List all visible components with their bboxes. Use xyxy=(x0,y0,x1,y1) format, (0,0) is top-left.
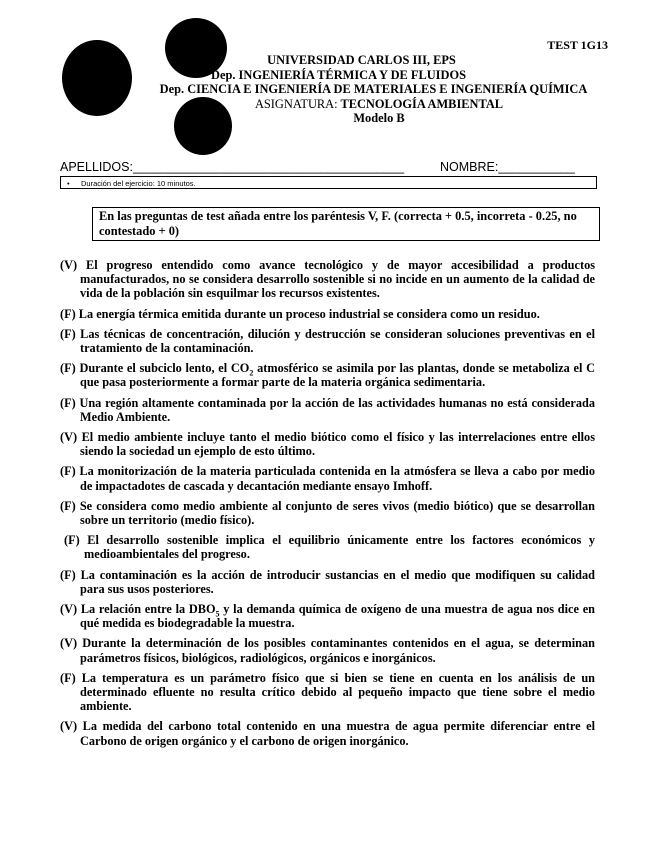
question-text: El medio ambiente incluye tanto el medio biótico como el físico y las interrelaciones entre ellos siendo la sociedad un ejemplo de esto último. xyxy=(80,430,595,459)
subscript: 5 xyxy=(215,609,220,619)
question-text: Se considera como medio ambiente al conjunto de seres vivos (medio biótico) que se desarrollan sobre un territorio (medio físico). xyxy=(79,498,595,528)
question-text: La monitorización de la materia particulada contenida en la atmósfera se lleva a cabo por medio de impactadotes de cascada y decantación mediante ensayo Imhoff. xyxy=(79,464,595,493)
question-item xyxy=(60,327,595,355)
subscript: 2 xyxy=(249,368,254,378)
question-item xyxy=(60,430,595,458)
question-text: La contaminación es la acción de introducir sustancias en el medio que modifiquen su calidad para sus usos posteriores. xyxy=(80,567,596,596)
question-text-start: Durante el subciclo lento, el CO xyxy=(79,361,250,376)
answer-mark[interactable]: (F) xyxy=(60,464,76,479)
question-text: Durante la determinación de los posibles contaminantes contenidos en el agua, se determinan parámetros físicos, biológicos, radiológicos, orgánicos e inorgánicos. xyxy=(80,636,595,665)
question-text-start: La relación entre la DBO xyxy=(80,602,216,617)
question-text: Las técnicas de concentración, dilución y destrucción se consideran soluciones preventivas en el tratamiento de la contaminación. xyxy=(80,326,595,356)
question-item xyxy=(60,568,595,596)
answer-mark[interactable]: (V) xyxy=(60,258,78,272)
instructions-box: En las preguntas de test añada entre los paréntesis V, F. (correcta + 0.5, incorreta - 0.25, no contestado + 0) xyxy=(92,207,600,241)
surnames-field[interactable]: APELLIDOS:_______________________________________ xyxy=(60,160,405,174)
exam-model: Modelo B xyxy=(353,111,405,125)
university-name: UNIVERSIDAD CARLOS III, EPS xyxy=(267,53,456,67)
answer-mark[interactable]: (F) xyxy=(60,567,76,582)
question-text: La medida del carbono total contenido en una muestra de agua permite diferenciar entre el Carbono de origen orgánico y el carbono de origen inorgánico. xyxy=(80,719,595,748)
question-text: La temperatura es un parámetro físico que si bien se tiene en cuenta en los análisis de un determinado efluente no resulta crítico debido al pequeño impacto que tiene sobre el medio ambiente. xyxy=(80,670,595,714)
answer-mark[interactable]: (F) xyxy=(60,395,76,410)
question-text: El progreso entendido como avance tecnológico y de mayor accesibilidad a productos manufacturados, no se considera desarrollo sostenible si no incide en un aumento de la calidad de vida de la población sin esquilmar los recursos existentes. xyxy=(80,258,596,301)
answer-mark[interactable]: (V) xyxy=(60,430,78,445)
answer-mark[interactable]: (V) xyxy=(60,602,78,617)
question-item xyxy=(60,533,595,561)
question-text: Una región altamente contaminada por la acción de las actividades humanas no está considerada Medio Ambiente. xyxy=(79,395,595,424)
test-id: TEST 1G13 xyxy=(547,38,608,52)
subject-label: ASIGNATURA: xyxy=(254,96,338,111)
bullet-icon: • xyxy=(67,179,70,188)
question-item xyxy=(60,396,595,424)
answer-mark[interactable]: (V) xyxy=(60,636,78,651)
question-item xyxy=(60,307,595,321)
answer-mark[interactable]: (F) xyxy=(64,533,80,548)
answer-mark[interactable]: (F) xyxy=(60,326,76,341)
name-field[interactable]: NOMBRE:___________ xyxy=(440,160,575,174)
question-item xyxy=(60,258,595,301)
answer-mark[interactable]: (F) xyxy=(60,498,76,513)
document-header xyxy=(0,53,655,126)
duration-text: Duración del ejercicio: 10 minutos. xyxy=(81,179,196,188)
question-item xyxy=(60,361,595,389)
question-item xyxy=(60,719,595,747)
question-text: El desarrollo sostenible implica el equilibrio únicamente entre los factores económicos y medioambientales del progreso. xyxy=(84,533,596,562)
question-item xyxy=(60,499,595,527)
department-1: Dep. INGENIERÍA TÉRMICA Y DE FLUIDOS xyxy=(211,67,466,82)
question-item xyxy=(60,636,595,664)
question-item xyxy=(60,671,595,714)
duration-box xyxy=(60,176,597,189)
question-item xyxy=(60,602,595,630)
question-text-end: y la demanda química de oxígeno de una muestra de agua nos dice en qué medida es biodegradable la muestra. xyxy=(80,602,595,631)
student-name-row xyxy=(60,160,602,174)
question-item xyxy=(60,464,595,492)
answer-mark[interactable]: (F) xyxy=(60,361,76,376)
subject-name: TECNOLOGÍA AMBIENTAL xyxy=(340,96,504,111)
answer-mark[interactable]: (F) xyxy=(60,306,76,321)
question-text-end: atmosférico se asimila por las plantas, donde se metaboliza el C que pasa posteriormente a formar parte de la materia orgánica sedimentaria. xyxy=(80,361,595,390)
subject-line xyxy=(0,97,655,112)
question-list xyxy=(60,258,595,754)
answer-mark[interactable]: (V) xyxy=(60,719,78,734)
question-text: La energía térmica emitida durante un proceso industrial se considera como un residuo. xyxy=(78,306,540,321)
answer-mark[interactable]: (F) xyxy=(60,670,76,685)
department-2: Dep. CIENCIA E INGENIERÍA DE MATERIALES E INGENIERÍA QUÍMICA xyxy=(159,82,588,96)
